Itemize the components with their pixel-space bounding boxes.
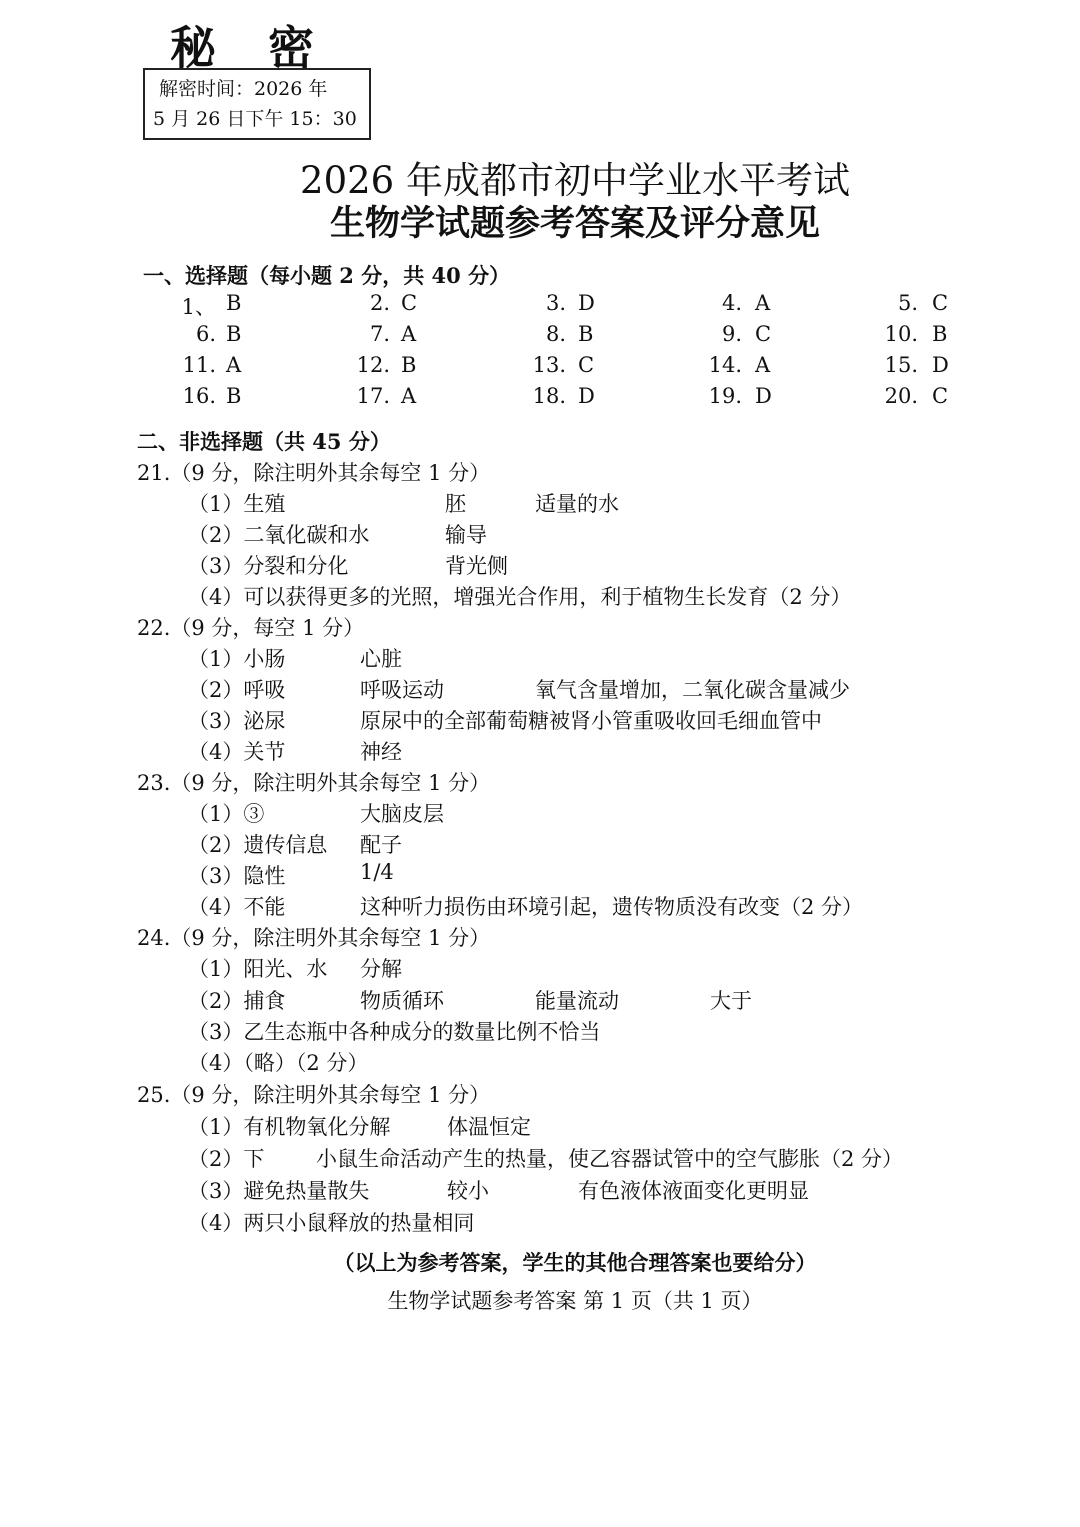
mc-answer: B	[226, 291, 242, 315]
answer-part: （3）分裂和分化	[188, 554, 349, 578]
answer-blank: 这种听力损伤由环境引起，遗传物质没有改变（2 分）	[360, 895, 864, 919]
answer-blank: 适量的水	[535, 492, 619, 516]
mc-answer: B	[226, 322, 242, 346]
answer-blank: 小鼠生命活动产生的热量，使乙容器试管中的空气膨胀（2 分）	[316, 1147, 904, 1171]
answer-part: （2）二氧化碳和水	[188, 523, 370, 547]
answer-part: （1）小肠	[188, 647, 286, 671]
answer-part: （4）可以获得更多的光照，增强光合作用，利于植物生长发育（2 分）	[188, 585, 852, 609]
mc-question-number: 2.	[369, 291, 390, 315]
answer-blank: 体温恒定	[447, 1115, 531, 1139]
answer-part: （4）两只小鼠释放的热量相同	[188, 1211, 475, 1235]
answer-part: （2）呼吸	[188, 678, 286, 702]
answer-blank: 背光侧	[445, 554, 508, 578]
mc-answer: C	[932, 291, 949, 315]
answer-blank: 心脏	[360, 647, 402, 671]
answer-blank: 输导	[445, 523, 487, 547]
exam-title: 2026 年成都市初中学业水平考试	[300, 159, 850, 202]
answer-part: （2）遗传信息	[188, 833, 328, 857]
section-1-heading: 一、选择题（每小题 2 分，共 40 分）	[143, 263, 511, 288]
mc-question-number: 9.	[721, 322, 742, 346]
mc-answer: C	[578, 353, 595, 377]
mc-question-number: 1、	[181, 295, 216, 319]
answer-part: （3）乙生态瓶中各种成分的数量比例不恰当	[188, 1020, 601, 1044]
mc-question-number: 16.	[182, 384, 216, 408]
question-heading: 23.（9 分，除注明外其余每空 1 分）	[137, 771, 491, 795]
mc-answer: B	[226, 384, 242, 408]
answer-part: （4）（略）（2 分）	[188, 1051, 369, 1075]
answer-part: （2）捕食	[188, 989, 286, 1013]
answer-part: （4）关节	[188, 740, 286, 764]
secret-char-1: 秘	[170, 21, 220, 75]
answer-blank: 神经	[360, 740, 402, 764]
answer-part: （1）有机物氧化分解	[188, 1115, 391, 1139]
mc-question-number: 6.	[195, 322, 216, 346]
mc-answer: D	[755, 384, 772, 408]
mc-answer: A	[755, 291, 771, 315]
mc-question-number: 3.	[545, 291, 566, 315]
unseal-time-line-2: 5 月 26 日下午 15：30	[153, 108, 357, 130]
mc-question-number: 17.	[356, 384, 390, 408]
mc-question-number: 12.	[356, 353, 390, 377]
answer-part: （4）不能	[188, 895, 286, 919]
answer-blank: 大脑皮层	[360, 802, 444, 826]
answer-blank: 物质循环	[360, 989, 444, 1013]
mc-question-number: 20.	[884, 384, 918, 408]
question-heading: 24.（9 分，除注明外其余每空 1 分）	[137, 926, 491, 950]
unseal-time-box	[143, 68, 371, 140]
mc-answer: A	[226, 353, 242, 377]
mc-answer: C	[755, 322, 772, 346]
mc-question-number: 5.	[897, 291, 918, 315]
mc-question-number: 7.	[369, 322, 390, 346]
mc-answer: C	[932, 384, 949, 408]
mc-question-number: 8.	[545, 322, 566, 346]
mc-question-number: 19.	[708, 384, 742, 408]
mc-answer: A	[401, 384, 417, 408]
mc-answer: D	[578, 384, 595, 408]
answer-part: （3）避免热量散失	[188, 1179, 370, 1203]
mc-question-number: 15.	[884, 353, 918, 377]
answer-blank: 有色液体液面变化更明显	[578, 1179, 809, 1203]
answer-key-subtitle: 生物学试题参考答案及评分意见	[329, 203, 820, 244]
mc-answer: D	[932, 353, 949, 377]
answer-blank: 原尿中的全部葡萄糖被肾小管重吸收回毛细血管中	[360, 709, 822, 733]
mc-answer: A	[755, 353, 771, 377]
mc-answer: C	[401, 291, 418, 315]
question-heading: 22.（9 分，每空 1 分）	[137, 616, 365, 640]
answer-part: （2）下	[188, 1147, 265, 1171]
answer-part: （1）③	[188, 802, 265, 826]
answer-blank: 胚	[445, 492, 466, 516]
answer-part: （1）阳光、水	[188, 957, 328, 981]
answer-blank: 大于	[710, 989, 752, 1013]
unseal-time-line-1: 解密时间：2026 年	[159, 78, 328, 100]
answer-blank: 分解	[360, 957, 402, 981]
page-footer: 生物学试题参考答案 第 1 页（共 1 页）	[387, 1289, 763, 1313]
mc-answer: B	[578, 322, 594, 346]
answer-blank: 能量流动	[535, 989, 619, 1013]
scoring-note: （以上为参考答案，学生的其他合理答案也要给分）	[333, 1250, 817, 1275]
answer-part: （3）泌尿	[188, 709, 286, 733]
question-heading: 25.（9 分，除注明外其余每空 1 分）	[137, 1083, 491, 1107]
mc-question-number: 14.	[708, 353, 742, 377]
mc-answer: A	[401, 322, 417, 346]
mc-question-number: 4.	[721, 291, 742, 315]
answer-blank: 氧气含量增加，二氧化碳含量减少	[535, 678, 850, 702]
answer-part: （1）生殖	[188, 492, 286, 516]
mc-question-number: 13.	[532, 353, 566, 377]
mc-answer: D	[578, 291, 595, 315]
mc-answer: B	[401, 353, 417, 377]
mc-question-number: 11.	[182, 353, 216, 377]
question-heading: 21.（9 分，除注明外其余每空 1 分）	[137, 461, 491, 485]
mc-answer: B	[932, 322, 948, 346]
mc-question-number: 10.	[884, 322, 918, 346]
answer-blank: 呼吸运动	[360, 678, 444, 702]
answer-blank: 较小	[447, 1179, 489, 1203]
answer-part: （3）隐性	[188, 864, 286, 888]
mc-question-number: 18.	[532, 384, 566, 408]
secret-char-2: 密	[268, 21, 318, 75]
answer-blank: 1/4	[360, 860, 394, 884]
section-2-heading: 二、非选择题（共 45 分）	[137, 429, 391, 454]
answer-blank: 配子	[360, 833, 402, 857]
